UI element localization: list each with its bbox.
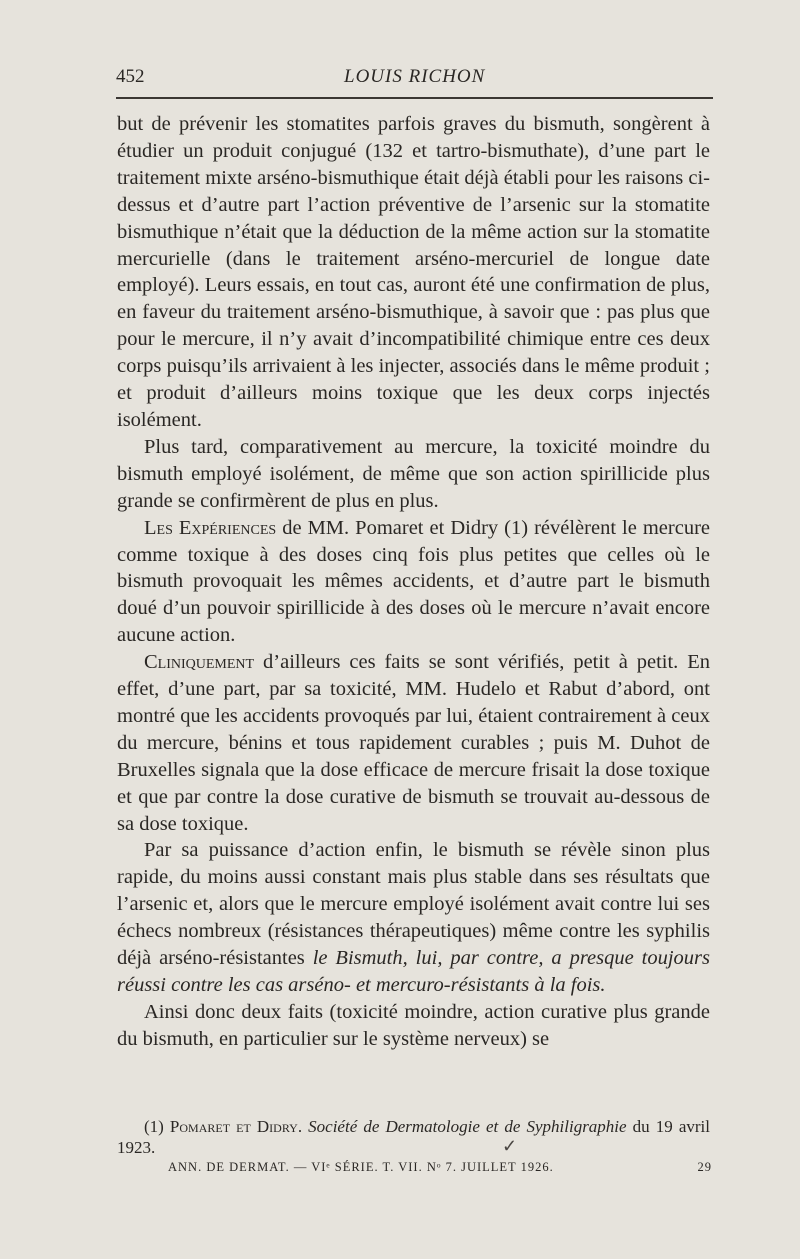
running-title: LOUIS RICHON bbox=[344, 66, 486, 87]
journal-citation: ANN. DE DERMAT. — VIᵉ SÉRIE. T. VII. Nᵒ 7. JUILLET 1926. bbox=[168, 1160, 554, 1174]
running-header bbox=[116, 66, 710, 88]
paragraph-5-text: Par sa puissance d’action enfin, le bismuth se révèle sinon plus rapide, du moins aussi constant mais plus stable dans ses résultats que l’arsenic et, alors que le mercure employé isolément avait contre lui ses échecs nombreux (résistances thérapeutiques) même contre les syphilis déjà arséno-résistantes bbox=[117, 839, 710, 970]
paragraph-5 bbox=[117, 837, 710, 998]
journal-footer bbox=[168, 1160, 712, 1176]
footnote-date: du 19 avril 1923. bbox=[117, 1117, 710, 1157]
page-number: 452 bbox=[116, 66, 145, 87]
header-rule bbox=[116, 97, 713, 99]
footnote-marker: (1) bbox=[144, 1117, 170, 1136]
paragraph-5-italic: le Bismuth, lui, par contre, a presque toujours réussi contre les cas arséno- et mercuro-résistants à la fois. bbox=[117, 947, 710, 996]
paragraph-3 bbox=[117, 515, 710, 650]
paragraph-3-lead: Les Expériences bbox=[144, 516, 277, 539]
footnote-journal: Société de Dermatologie et de Syphiligraphie bbox=[302, 1117, 627, 1136]
paragraph-1: but de prévenir les stomatites parfois graves du bismuth, songèrent à étudier un produit conjugué (132 et tartro-bismuthate), d’une part le traitement mixte arséno-bismuthique était déjà établi pour les raisons ci-dessus et d’autre part l’action préventive de l’arsenic sur la stomatite bismuthique n’était que la déduction de la même action sur la stomatite mercurielle (dans le traitement arséno-mercuriel de longue date employé). Leurs essais, en tout cas, auront été une confirmation de plus, en faveur du traitement arséno-bismuthique, à savoir que : pas plus que pour le mercure, il n’y avait d’incompatibilité chimique entre ces deux corps puisqu’ils arrivaient à les injecter, associés dans le même produit ; et produit d’ailleurs moins toxique que les deux corps injectés isolément. bbox=[117, 113, 710, 431]
paragraph-3-text: de MM. Pomaret et Didry (1) révélèrent le mercure comme toxique à des doses cinq fois plus petites que celles où le bismuth provoquait les mêmes accidents, et d’autre part le bismuth doué d’un pouvoir spirillicide à des doses où le mercure n’avait encore aucune action. bbox=[117, 516, 710, 647]
paragraph-2: Plus tard, comparativement au mercure, la toxicité moindre du bismuth employé isolément, de même que son action spirillicide plus grande se confirmèrent de plus en plus. bbox=[117, 435, 710, 512]
pencil-check-mark-icon: ✓ bbox=[502, 1136, 518, 1157]
paragraph-4-lead: Cliniquement bbox=[144, 651, 255, 674]
footnote bbox=[117, 1116, 710, 1158]
paragraph-6: Ainsi donc deux faits (toxicité moindre, action curative plus grande du bismuth, en particulier sur le système nerveux) se bbox=[117, 1000, 710, 1050]
body-text bbox=[117, 111, 710, 1053]
paragraph-4 bbox=[117, 649, 710, 837]
signature-mark: 29 bbox=[697, 1160, 712, 1174]
paragraph-4-text: d’ailleurs ces faits se sont vérifiés, petit à petit. En effet, d’une part, par sa toxicité, MM. Hudelo et Rabut d’abord, ont montré que les accidents provoqués par lui, étaient contrairement à ceux du mercure, bénins et tous rapidement curables ; puis M. Duhot de Bruxelles signala que la dose efficace de mercure frisait la dose toxique et que par contre la dose curative de bismuth se trouvait au-dessous de sa dose toxique. bbox=[117, 651, 710, 835]
footnote-authors: Pomaret et Didry. bbox=[169, 1117, 303, 1136]
